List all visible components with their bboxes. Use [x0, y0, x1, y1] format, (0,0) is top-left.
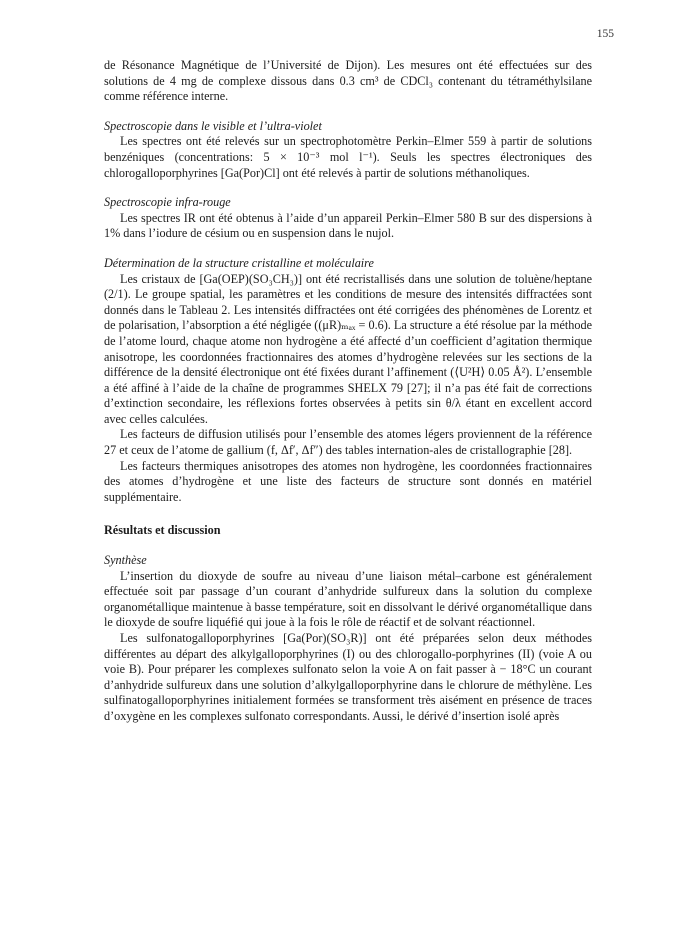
- page-number: 155: [596, 28, 614, 40]
- heading-infrared-spectroscopy: Spectroscopie infra-rouge: [104, 195, 231, 210]
- paragraph-uv-visible: Les spectres ont été relevés sur un spectrophotomètre Perkin–Elmer 559 à partir de solutions benzéniques (concentrations: 5 × 10⁻³ mol l⁻¹). Seuls les spectres électroniques des chlorogalloporphyrines [Ga(Por)Cl] ont été relevés à partir de solutions méthanoliques.: [104, 134, 592, 180]
- paragraph-crystal-2: Les facteurs de diffusion utilisés pour l’ensemble des atomes légers proviennent de la référence 27 et ceux de l’atome de gallium (f, Δf′, Δf″) des tables internation-ales de cristallographie [28].: [104, 427, 592, 458]
- paragraph-nmr-continued: de Résonance Magnétique de l’Université de Dijon). Les mesures ont été effectuées sur des solutions de 4 mg de complexe dissous dans 0.3 cm³ de CDCl₃ contenant du tétraméthylsilane comme référence interne.: [104, 58, 592, 104]
- paragraph-synthesis-2: Les sulfonatogalloporphyrines [Ga(Por)(SO₃R)] ont été préparées selon deux méthodes différentes au départ des alkylgalloporphyrines (I) ou des chlorogallo-porphyrines (II) (voie A ou voie B). Pour préparer les complexes sulfonato selon la voie A on fait passer à − 18°C un courant d’anhydride sulfureux dans une solution d’alkylgalloporphyrine dans le chlorure de méthylène. Les sulfinatogalloporphyrines initialement formées se transforment très aisément en présence de traces d’oxygène en les complexes sulfonato correspondants. Aussi, le dérivé d’insertion isolé après: [104, 631, 592, 723]
- heading-results-discussion: Résultats et discussion: [104, 523, 221, 538]
- heading-uv-visible-spectroscopy: Spectroscopie dans le visible et l’ultra-violet: [104, 118, 322, 133]
- article-body: [104, 58, 592, 725]
- paragraph-crystal-3: Les facteurs thermiques anisotropes des atomes non hydrogène, les coordonnées fractionnaires des atomes d’hydrogène et une liste des facteurs de structure sont donnés en matériel supplémentaire.: [104, 458, 592, 504]
- paragraph-crystal-1: Les cristaux de [Ga(OEP)(SO₃CH₃)] ont été recristallisés dans une solution de toluène/heptane (2/1). Le groupe spatial, les paramètres et les conditions de mesure des intensités diffractées sont donnés dans le Tableau 2. Les intensités diffractées ont été corrigées des phénomènes de Lorentz et de polarisation, l’absorption a été négligée ((μR)ₘₐₓ = 0.6). La structure a été résolue par la méthode de l’atome lourd, chaque atome non hydrogène a été affecté d’un coefficient d’agitation thermique anisotrope, les coordonnées fractionnaires des atomes d’hydrogène relevées sur les sections de la différence de la densité électronique ont été fixées durant l’affinement (⟨U²H⟩ 0.05 Å²). L’ensemble a été affiné à l’aide de la chaîne de programmes SHELX 79 [27]; il n’a pas été fait de corrections d’extinction secondaire, les réflexions fortes observées à petits sin θ/λ étant en excellent accord avec celles calculées.: [104, 271, 592, 426]
- heading-crystal-structure: Détermination de la structure cristalline et moléculaire: [104, 255, 374, 270]
- paragraph-synthesis-1: L’insertion du dioxyde de soufre au niveau d’une liaison métal–carbone est généralement effectuée soit par passage d’un courant d’anhydride sulfureux dans la solution du complexe organométallique maintenue à basse température, soit en dissolvant le dérivé organométallique dans le dioxyde de soufre liquéfié qui joue à la fois le rôle de réactif et de solvant réactionnel.: [104, 568, 592, 630]
- paragraph-infrared: Les spectres IR ont été obtenus à l’aide d’un appareil Perkin–Elmer 580 B sur des dispersions à 1% dans l’iodure de césium ou en suspension dans le nujol.: [104, 210, 592, 241]
- heading-synthesis: Synthèse: [104, 553, 147, 568]
